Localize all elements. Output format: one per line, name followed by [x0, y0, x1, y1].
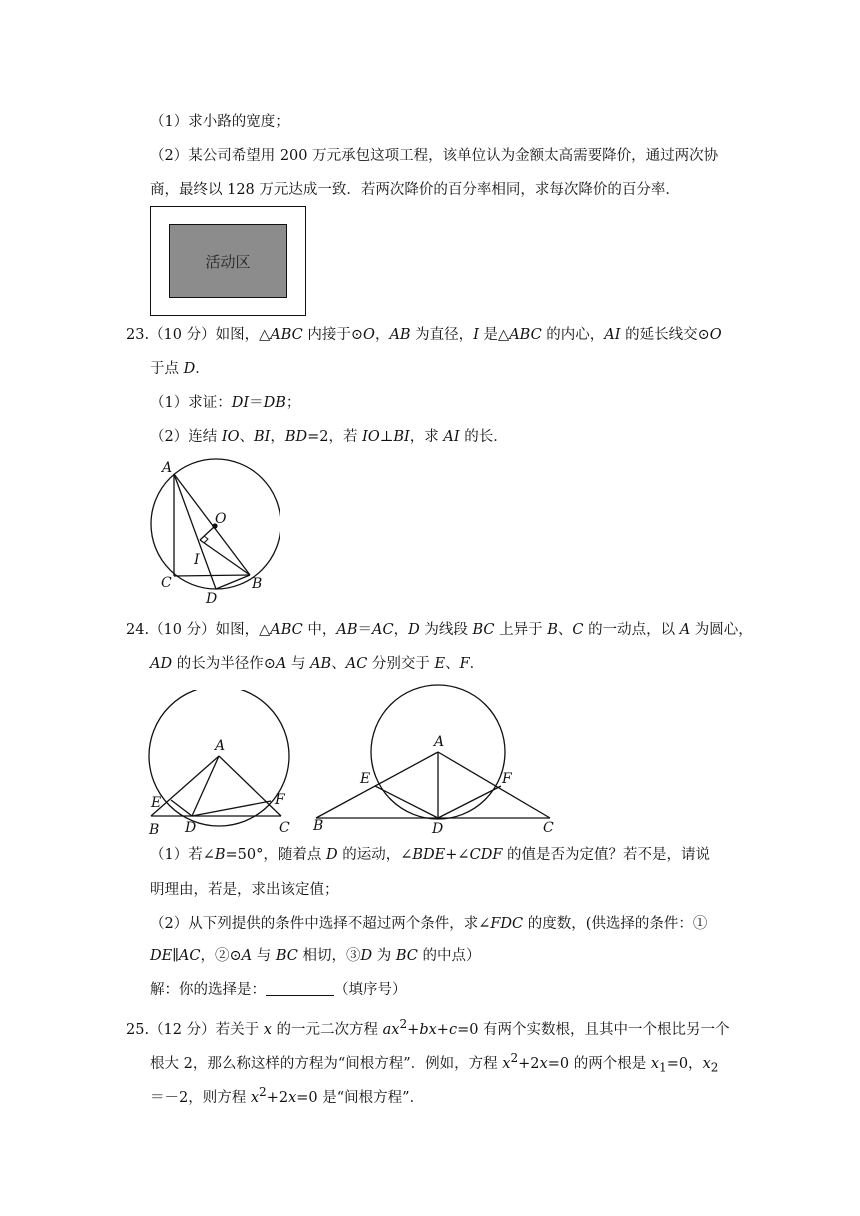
q23-sub2: （2）连结 IO、BI，BD=2，若 IO⊥BI，求 AI 的长．	[150, 429, 508, 445]
label-f-right: F	[502, 771, 512, 787]
circle-a-left	[149, 690, 289, 826]
segment-ad-left	[192, 756, 219, 816]
label-c-left: C	[279, 820, 290, 836]
label-b-right: B	[313, 818, 324, 834]
segment-oi	[200, 526, 215, 540]
segment-cb	[174, 575, 250, 576]
activity-area	[169, 224, 287, 298]
q25-line1: 25.（12 分）若关于 x 的一元二次方程 $ax^2+bx+c=0$ 有两个实数根，且其中一个根比另一个	[126, 1017, 730, 1038]
label-i: I	[194, 552, 200, 568]
q22-sub1: （1）求小路的宽度；	[150, 114, 290, 130]
label-c-right: C	[543, 820, 554, 836]
label-o: O	[215, 511, 227, 527]
segment-ab	[174, 474, 250, 575]
q22-sub2-line1: （2）某公司希望用 200 万元承包这项工程，该单位认为金额太高需要降价，通过两次协	[150, 148, 719, 164]
label-d-right: D	[432, 821, 444, 837]
q23-stem-line1: 23.（10 分）如图，△ABC 内接于⊙O，AB 为直径，I 是△ABC 的内心，AI 的延长线交⊙O	[126, 327, 722, 343]
q23-stem-line2: 于点 D．	[150, 361, 210, 377]
q24-sub1-line1: （1）若∠B=50°，随着点 D 的运动，∠BDE+∠CDF 的值是否为定值？若不是，请说	[150, 847, 710, 863]
label-a-right: A	[434, 734, 445, 750]
q25-line3: ＝－2，则方程 $x^2+2x=0$ 是“间根方程”．	[150, 1085, 425, 1106]
right-angle-mark	[204, 536, 208, 543]
segment-df-right	[438, 786, 501, 818]
q24-sub1-line2: 明理由，若是，求出该定值；	[150, 882, 339, 898]
label-e-right: E	[360, 771, 371, 787]
segment-ib	[200, 540, 250, 575]
q24-answer: 解：你的选择是： （填序号）	[150, 982, 407, 998]
label-a-left: A	[215, 738, 226, 754]
label-e-left: E	[151, 795, 162, 811]
label-d-left: D	[185, 820, 197, 836]
label-b: B	[252, 576, 263, 592]
label-c: C	[161, 575, 172, 591]
q23-sub1: （1）求证：DI＝DB；	[150, 395, 301, 411]
q24-stem-line1: 24.（10 分）如图，△ABC 中，AB＝AC，D 为线段 BC 上异于 B、C 的一动点，以 A 为圆心，	[126, 622, 753, 638]
activity-area-label: 活动区	[205, 252, 251, 271]
label-d: D	[206, 591, 218, 607]
answer-blank[interactable]	[266, 981, 334, 996]
q24-figure-left	[145, 690, 305, 840]
segment-ac-right	[438, 752, 550, 818]
segment-ac-left	[219, 756, 281, 816]
label-a: A	[162, 460, 173, 476]
segment-de-right	[375, 786, 438, 818]
q24-stem-line2: AD 的长为半径作⊙A 与 AB、AC 分别交于 E、F．	[150, 656, 485, 672]
segment-de-left	[171, 800, 192, 816]
q25-line2: 根大 2，那么称这样的方程为“间根方程”．例如，方程 $x^2+2x=0$ 的两个根是 $x_1=0$，$x_2$	[150, 1051, 719, 1075]
q22-sub2-line2: 商，最终以 128 万元达成一致．若两次降价的百分率相同，求每次降价的百分率．	[150, 182, 680, 198]
label-f-left: F	[275, 792, 285, 808]
q24-figure-right	[310, 682, 560, 837]
q22-figure	[150, 206, 306, 316]
q24-sub2-line1: （2）从下列提供的条件中选择不超过两个条件，求∠FDC 的度数，(供选择的条件：①	[150, 916, 708, 932]
q24-sub2-line2: DE∥AC，②⊙A 与 BC 相切，③D 为 BC 的中点）	[150, 948, 481, 964]
label-b-left: B	[149, 822, 160, 838]
q23-figure	[140, 455, 280, 610]
